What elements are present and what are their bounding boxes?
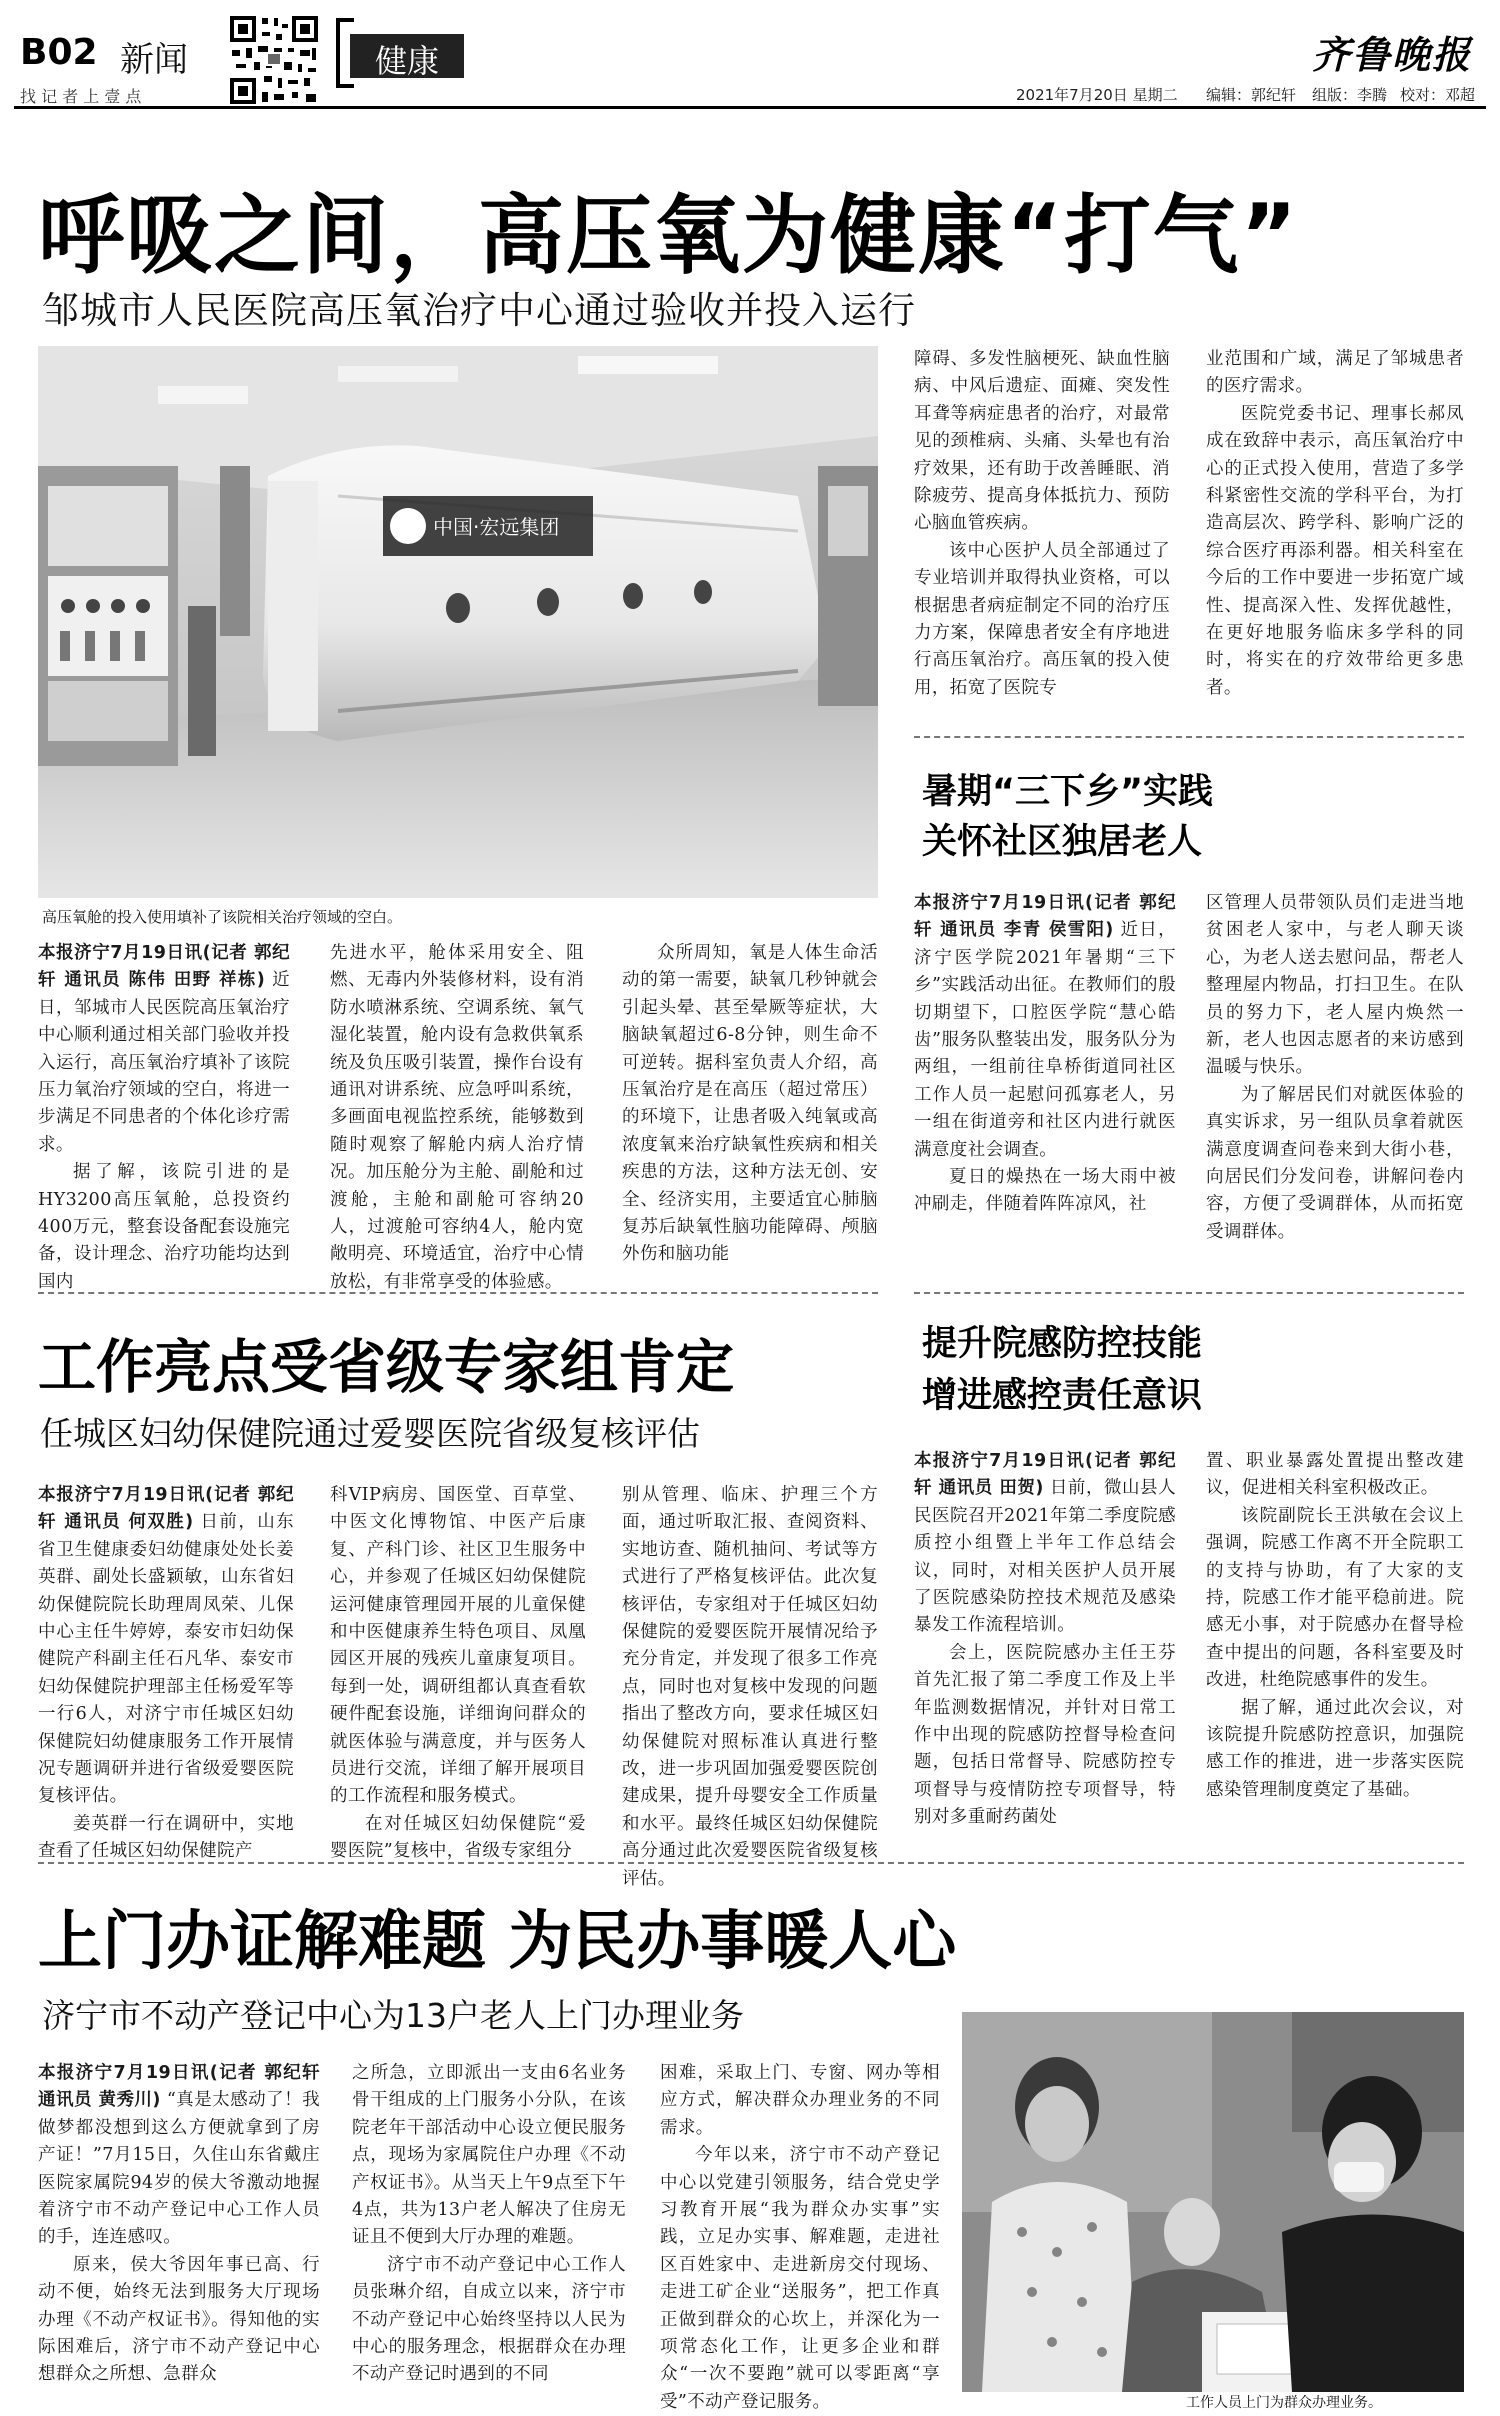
article1-col1: 本报济宁7月19日讯(记者 郭纪轩 通讯员 陈伟 田野 祥栋) 近日，邹城市人民医院高压氧治疗中心顺利通过相关部门验收并投入运行，高压氧治疗填补了该院压力氧治疗领域的空白，将进一步满足不同患者的个体化诊疗需求。 据了解，该院引进的是HY3200高压氧舱，总投资约400万元，整套设备配套设施完备，设计理念、治疗功能均达到国内 <box>38 943 290 1292</box>
article4-col2: 置、职业暴露处置提出整改建议，促进相关科室积极改正。 该院副院长王洪敏在会议上强调，院感工作离不开全院职工的支持与协助，有了大家的支持，院感工作才能平稳前进。院感无小事，对于院感办在督导检查中提出的问题，各科室要及时改进，杜绝院感事件的发生。 据了解，通过此次会议，对该院提升院感防控意识，加强院感工作的推进，进一步落实医院感染管理制度奠定了基础。 <box>1206 1451 1464 1800</box>
article4-title-line2: 增进感控责任意识 <box>922 1376 1203 1416</box>
photo-sign-text: 中国·宏远集团 <box>433 515 560 539</box>
article5-col3: 困难，采取上门、专窗、网办等相应方式，解决群众办理业务的不同需求。 今年以来，济宁市不动产登记中心以党建引领服务，结合党史学习教育开展“我为群众办实事”实践，立足办实事、解难题，走进社区百姓家中、走进新房交付现场、走进工矿企业“送服务”，把工作真正做到群众的心坎上，并深化为一项常态化工作，让更多企业和群众“一次不要跑”就可以零距离“享受”不动产登记服务。 <box>660 2063 940 2412</box>
article1-subtitle: 邹城市人民医院高压氧治疗中心通过验收并投入运行 <box>42 289 916 332</box>
column-tag-label: 健康 <box>374 42 439 80</box>
article4-title-line1: 提升院感防控技能 <box>922 1324 1203 1364</box>
column-tag <box>336 18 480 88</box>
proof-credit: 校对：邓超 <box>1400 86 1476 104</box>
article3-col2: 科VIP病房、国医堂、百草堂、中医文化博物馆、中医产后康复、产科门诊、社区卫生服务中心，并参观了任城区妇幼保健院运河健康管理园开展的儿童保健和中医健康养生特色项目、凤凰园区开展的残疾儿童康复项目。每到一处，调研组都认真查看软硬件配套设施，详细询问群众的就医体验与满意度，并与医务人员进行交流，详细了解开展项目的工作流程和服务模式。 在对任城区妇幼保健院“爱婴医院”复核中，省级专家组分 <box>330 1485 586 1862</box>
article2-col2: 区管理人员带领队员们走进当地贫困老人家中，与老人聊天谈心，为老人送去慰问品，帮老人整理屋内物品，打扫卫生。在队员的努力下，老人屋内焕然一新，老人也因志愿者的来访感到温暖与快乐。 为了解居民们对就医体验的真实诉求，另一组队员拿着就医满意度调查问卷来到大街小巷，向居民们分发问卷，讲解问卷内容，方便了受调群体，从而拓宽受调群体。 <box>1206 893 1464 1242</box>
header-rule <box>14 106 1486 109</box>
article2-title-line1: 暑期“三下乡”实践 <box>922 772 1214 812</box>
article1-col5: 业范围和广域，满足了邹城患者的医疗需求。 医院党委书记、理事长郝凤成在致辞中表示，高压氧治疗中心的正式投入使用，营造了多学科紧密性交流的学科平台，为打造高层次、跨学科、影响广泛的综合医疗再添利器。相关科室在今后的工作中要进一步拓宽广域性、提高深入性、发挥优越性，在更好地服务临床多学科的同时，将实在的疗效带给更多患者。 <box>1206 349 1464 698</box>
article5-photo <box>962 2012 1464 2392</box>
article1-photo <box>38 346 878 898</box>
masthead-text: 齐鲁晚报 <box>1312 32 1473 77</box>
masthead-logo <box>1312 24 1472 79</box>
article1-dateline: 本报济宁7月19日讯(记者 郭纪轩 通讯员 陈伟 田野 祥栋) <box>38 943 290 991</box>
article1-col4: 障碍、多发性脑梗死、缺血性脑病、中风后遗症、面瘫、突发性耳聋等病症患者的治疗，对最常见的颈椎病、头痛、头晕也有治疗效果，还有助于改善睡眠、消除疲劳、提高身体抵抗力、预防心脑血管疾病。 该中心医护人员全部通过了专业培训并取得执业资格，可以根据患者病症制定不同的治疗压力方案，保障患者安全有序地进行高压氧治疗。高压氧的投入使用，拓宽了医院专 <box>914 349 1170 698</box>
page-number: B02 <box>20 32 98 73</box>
article4-col1: 本报济宁7月19日讯(记者 郭纪轩 通讯员 田贺) 日前，微山县人民医院召开2021年第二季度院感质控小组暨上半年工作总结会议，同时，对相关医护人员开展了医院感染防控技术规范及感染暴发工作流程培训。 会上，医院院感办主任王芬首先汇报了第二季度工作及上半年监测数据情况，并针对日常工作中出现的院感防控督导检查问题，包括日常督导、院感防控专项督导与疫情防控专项督导，特别对多重耐药菌处 <box>914 1451 1176 1828</box>
article5-subtitle: 济宁市不动产登记中心为13户老人上门办理业务 <box>42 1996 744 2035</box>
page-header <box>0 0 1500 110</box>
article3-col1: 本报济宁7月19日讯(记者 郭纪轩 通讯员 何双胜) 日前，山东省卫生健康委妇幼健康处处长姜英群、副处长盛颖敏，山东省妇幼保健院院长助理周凤荣、儿保中心主任牛婷婷，泰安市妇幼保健院产科副主任石凡华、泰安市妇幼保健院护理部主任杨爱军等一行6人，对济宁市任城区妇幼保健院妇幼健康服务工作开展情况专题调研并进行省级爱婴医院复核评估。 姜英群一行在调研中，实地查看了任城区妇幼保健院产 <box>38 1485 295 1862</box>
section-name: 新闻 <box>120 40 188 80</box>
divider <box>38 1862 1464 1864</box>
article5-photo-caption: 工作人员上门为群众办理业务。 <box>1186 2395 1382 2411</box>
article1-photo-caption: 高压氧舱的投入使用填补了该院相关治疗领域的空白。 <box>42 908 403 926</box>
article1-col3: 众所周知，氧是人体生命活动的第一需要，缺氧几秒钟就会引起头晕、甚至晕厥等症状，大脑缺氧超过6-8分钟，则生命不可逆转。据科室负责人介绍，高压氧治疗是在高压（超过常压）的环境下，让患者吸入纯氧或高浓度氧来治疗缺氧性疾病和相关疾患的方法，这种方法无创、安全、经济实用，主要适宜心肺脑复苏后缺氧性脑功能障碍、颅脑外伤和脑功能 <box>622 943 878 1265</box>
article5-title: 上门办证解难题 为民办事暖人心 <box>38 1905 957 1979</box>
article2-dateline: 本报济宁7月19日讯(记者 郭纪轩 通讯员 李青 侯雪阳) <box>914 893 1176 941</box>
qr-code-icon <box>228 14 320 106</box>
article5-col2: 之所急，立即派出一支由6名业务骨干组成的上门服务小分队，在该院老年干部活动中心设立便民服务点，现场为家属院住户办理《不动产权证书》。从当天上午9点至下午4点，共为13户老人解决了住房无证且不便到大厅办理的难题。 济宁市不动产登记中心工作人员张琳介绍，自成立以来，济宁市不动产登记中心始终坚持以人民为中心的服务理念，根据群众在办理不动产登记时遇到的不同 <box>352 2063 626 2385</box>
article3-title: 工作亮点受省级专家组肯定 <box>38 1333 735 1401</box>
date-line: 2021年7月20日 星期二 <box>1016 86 1178 104</box>
article3-subtitle: 任城区妇幼保健院通过爱婴医院省级复核评估 <box>40 1414 700 1453</box>
editor-credit: 编辑：郭纪轩 <box>1206 86 1297 104</box>
divider <box>38 1292 878 1294</box>
divider <box>914 736 1464 738</box>
article3-col3: 别从管理、临床、护理三个方面，通过听取汇报、查阅资料、实地访查、随机抽问、考试等方式进行了严格复核评估。此次复核评估，专家组对于任城区妇幼保健院的爱婴医院开展情况给予充分肯定，并发现了很多工作亮点，同时也对复核中发现的问题指出了整改方向，要求任城区妇幼保健院对照标准认真进行整改，进一步巩固加强爱婴医院创建成果，提升母婴安全工作质量和水平。最终任城区妇幼保健院高分通过此次爱婴医院省级复核评估。 <box>622 1485 878 1889</box>
article5-dateline: 本报济宁7月19日讯(记者 郭纪轩 通讯员 黄秀川) <box>38 2063 320 2111</box>
article4-dateline: 本报济宁7月19日讯(记者 郭纪轩 通讯员 田贺) <box>914 1451 1176 1499</box>
layout-credit: 组版：李腾 <box>1312 86 1388 104</box>
divider <box>914 1292 1464 1294</box>
tagline: 找 记 者 上 壹 点 <box>20 87 142 106</box>
article5-col1: 本报济宁7月19日讯(记者 郭纪轩 通讯员 黄秀川) “真是太感动了！我做梦都没想到这么方便就拿到了房产证！”7月15日，久住山东省戴庄医院家属院94岁的侯大爷激动地握着济宁市不动产登记中心工作人员的手，连连感叹。 原来，侯大爷因年事已高、行动不便，始终无法到服务大厅现场办理《不动产权证书》。得知他的实际困难后，济宁市不动产登记中心想群众之所想、急群众 <box>38 2063 320 2385</box>
article1-col2: 先进水平，舱体采用安全、阻燃、无毒内外装修材料，设有消防水喷淋系统、空调系统、氧气湿化装置，舱内设有急救供氧系统及负压吸引装置，操作台设有通讯对讲系统、应急呼叫系统，多画面电视监控系统，能够数到随时观察了解舱内病人治疗情况。加压舱分为主舱、副舱和过渡舱，主舱和副舱可容纳20人，过渡舱可容纳4人，舱内宽敞明亮、环境适宜，治疗中心情放松，有非常享受的体验感。 <box>330 943 584 1292</box>
article3-dateline: 本报济宁7月19日讯(记者 郭纪轩 通讯员 何双胜) <box>38 1485 294 1533</box>
article2-title-line2: 关怀社区独居老人 <box>922 822 1203 862</box>
article1-title: 呼吸之间，高压氧为健康“打气” <box>38 186 1300 286</box>
article2-col1: 本报济宁7月19日讯(记者 郭纪轩 通讯员 李青 侯雪阳) 近日，济宁医学院2021年暑期“三下乡”实践活动出征。在教师们的殷切期望下，口腔医学院“慧心皓齿”服务队整装出发，服务队分为两组，一组前往阜桥街道同社区工作人员一起慰问孤寡老人，另一组在街道旁和社区内进行就医满意度社会调查。 夏日的燥热在一场大雨中被冲刷走，伴随着阵阵凉风，社 <box>914 893 1176 1215</box>
